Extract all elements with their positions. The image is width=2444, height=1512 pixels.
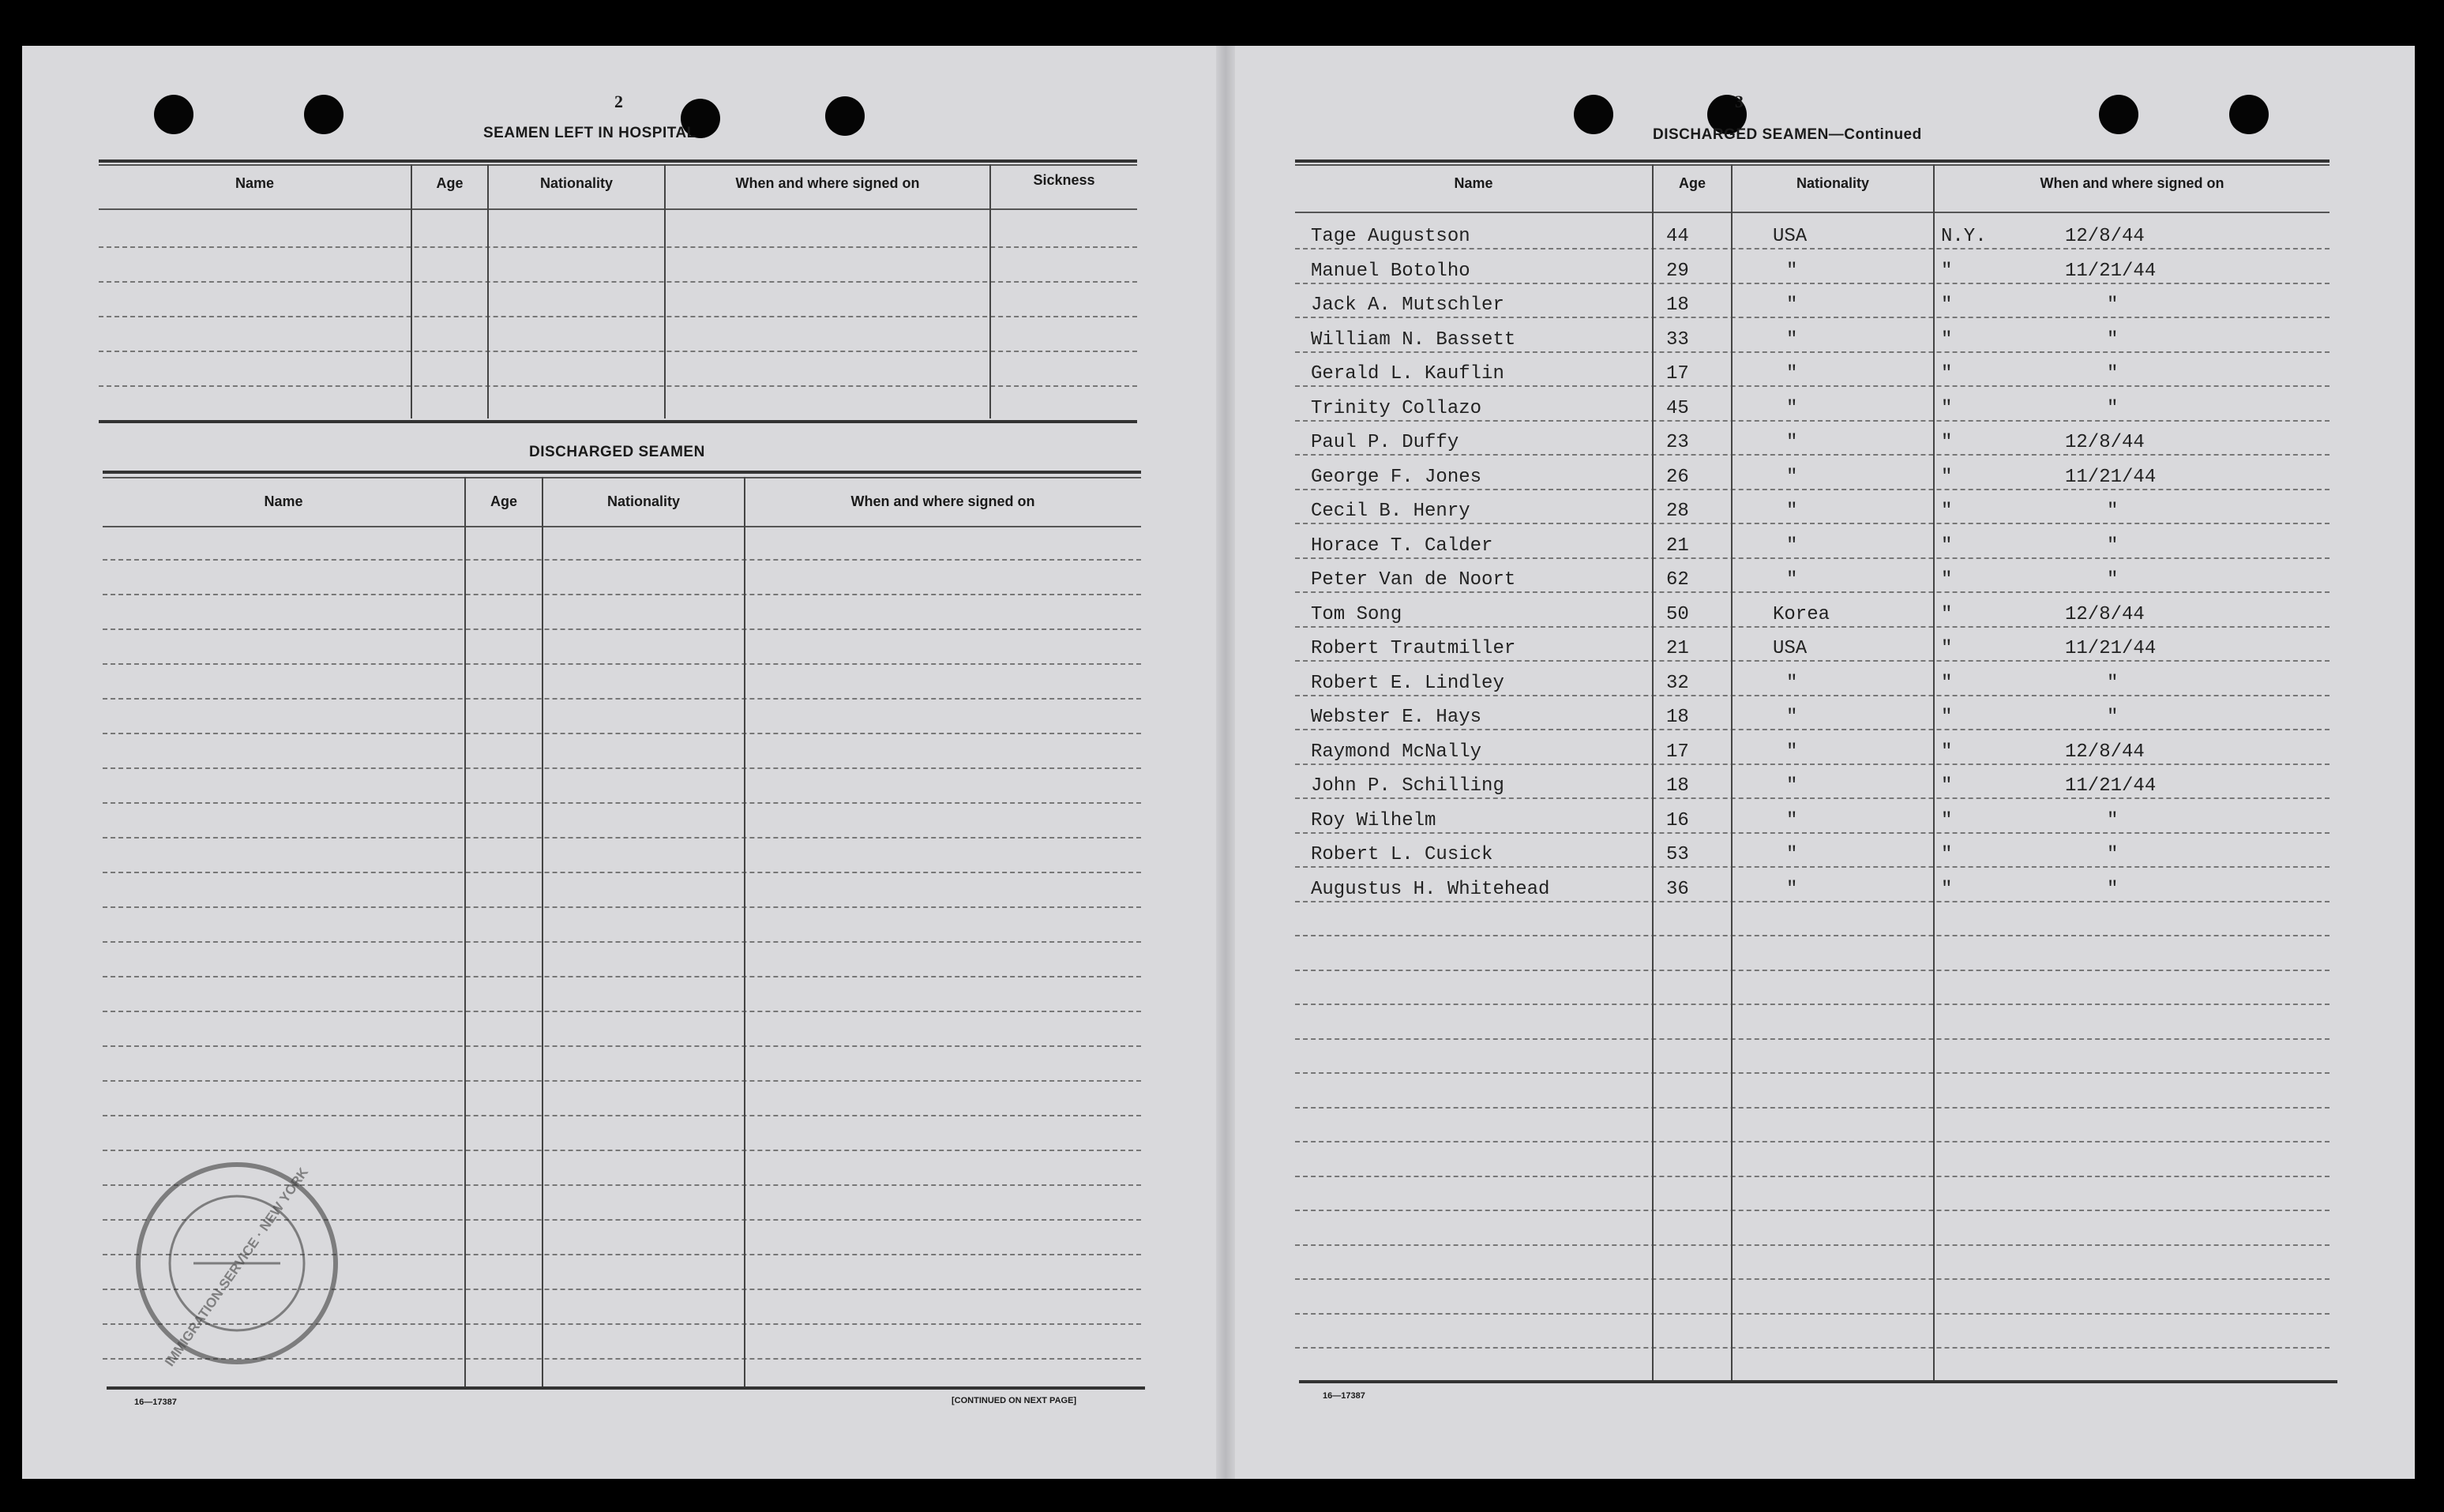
right-col-divider (1652, 164, 1654, 1380)
seaman-age: 21 (1666, 638, 1689, 659)
ruled-line (1295, 385, 2329, 387)
punch-hole (304, 95, 344, 134)
ruled-line (103, 594, 1141, 595)
seaman-name: Roy Wilhelm (1311, 809, 1436, 831)
ruled-line (99, 246, 1137, 248)
ruled-line (103, 872, 1141, 873)
ruled-line (1295, 626, 2329, 628)
seaman-age: 18 (1666, 775, 1689, 797)
ruled-line (1295, 797, 2329, 799)
ruled-line (99, 316, 1137, 317)
seaman-age: 32 (1666, 672, 1689, 694)
seaman-age: 23 (1666, 432, 1689, 453)
hospital-header-age: Age (436, 175, 464, 191)
signed-on-date: " (2107, 295, 2119, 316)
hospital-bottom-rule (99, 420, 1137, 423)
hospital-header-sickness: Sickness (1033, 172, 1095, 188)
seaman-name: Robert E. Lindley (1311, 672, 1504, 694)
page-number-left: 2 (614, 92, 623, 111)
signed-on-date: 12/8/44 (2065, 741, 2145, 763)
ruled-line (1295, 1244, 2329, 1246)
form-number-left: 16—17387 (134, 1398, 177, 1407)
discharged-header-signed-on: When and where signed on (850, 493, 1035, 509)
right-col-divider (1933, 164, 1935, 1380)
discharged-header-rule (103, 526, 1141, 527)
hospital-top-rule (99, 159, 1137, 163)
ruled-line (1295, 1278, 2329, 1280)
signed-on-place: " (1941, 672, 1953, 694)
seaman-nationality: " (1786, 878, 1798, 900)
ruled-line (103, 733, 1141, 734)
signed-on-date: " (2107, 328, 2119, 351)
seaman-nationality: " (1786, 501, 1798, 522)
ruled-line (103, 906, 1141, 908)
seaman-age: 36 (1666, 878, 1689, 900)
ruled-line (103, 802, 1141, 804)
signed-on-place: " (1941, 432, 1953, 453)
signed-on-place: " (1941, 295, 1953, 316)
seaman-nationality: " (1786, 260, 1798, 282)
seaman-age: 50 (1666, 603, 1689, 625)
ruled-line (103, 1011, 1141, 1012)
signed-on-date: 12/8/44 (2065, 432, 2145, 453)
hospital-col-divider (664, 164, 666, 418)
seaman-name: Tom Song (1311, 603, 1402, 625)
ruled-line (103, 559, 1141, 561)
discharged-header-age: Age (490, 493, 517, 509)
seaman-age: 53 (1666, 844, 1689, 865)
ruled-line (103, 976, 1141, 977)
discharged-section-title: DISCHARGED SEAMEN (529, 444, 705, 460)
signed-on-date: " (2107, 363, 2119, 385)
discharged-bottom-rule (107, 1386, 1145, 1390)
ruled-line (1295, 866, 2329, 868)
seaman-age: 16 (1666, 809, 1689, 831)
punch-hole (2229, 95, 2269, 134)
discharged-top-rule (103, 477, 1141, 478)
signed-on-date: 11/21/44 (2065, 638, 2157, 659)
ruled-line (1295, 1210, 2329, 1211)
signed-on-place: " (1941, 260, 1953, 282)
hospital-header-rule (99, 208, 1137, 210)
ruled-line (1295, 489, 2329, 490)
seaman-name: Jack A. Mutschler (1311, 295, 1504, 316)
ruled-line (1295, 729, 2329, 730)
signed-on-place: " (1941, 363, 1953, 385)
signed-on-date: " (2107, 535, 2119, 557)
seaman-name: Augustus H. Whitehead (1311, 878, 1550, 900)
right-header-age: Age (1678, 175, 1706, 191)
right-section-title: DISCHARGED SEAMEN—Continued (1653, 126, 1922, 143)
discharged-col-divider (744, 477, 745, 1386)
signed-on-date: " (2107, 878, 2119, 900)
seaman-nationality: " (1786, 432, 1798, 453)
discharged-top-rule (103, 471, 1141, 474)
ruled-line (99, 351, 1137, 352)
ruled-line (1295, 1347, 2329, 1349)
discharged-header-name: Name (264, 493, 303, 509)
signed-on-place: " (1941, 328, 1953, 351)
ruled-line (1295, 1038, 2329, 1040)
ruled-line (103, 767, 1141, 769)
seaman-age: 26 (1666, 466, 1689, 488)
continued-note: [CONTINUED ON NEXT PAGE] (952, 1396, 1077, 1405)
signed-on-date: 11/21/44 (2065, 466, 2157, 488)
ruled-line (1295, 283, 2329, 284)
ruled-line (103, 1045, 1141, 1047)
signed-on-date: 12/8/44 (2065, 603, 2145, 625)
signed-on-place: " (1941, 775, 1953, 797)
seaman-age: 18 (1666, 295, 1689, 316)
seaman-name: Webster E. Hays (1311, 707, 1482, 728)
ruled-line (1295, 660, 2329, 662)
seaman-nationality: " (1786, 844, 1798, 865)
seaman-nationality: " (1786, 809, 1798, 831)
right-top-rule (1295, 159, 2329, 163)
ruled-line (1295, 557, 2329, 559)
ruled-line (1295, 1176, 2329, 1177)
signed-on-date: " (2107, 672, 2119, 694)
seaman-nationality: Korea (1773, 603, 1830, 625)
signed-on-date: " (2107, 501, 2119, 522)
hospital-col-divider (411, 164, 412, 418)
ruled-line (1295, 317, 2329, 318)
seaman-name: Tage Augustson (1311, 226, 1470, 247)
ruled-line (1295, 764, 2329, 765)
seaman-nationality: " (1786, 466, 1798, 488)
ruled-line (1295, 591, 2329, 593)
ruled-line (103, 941, 1141, 943)
seaman-name: Manuel Botolho (1311, 260, 1470, 282)
seaman-age: 29 (1666, 260, 1689, 282)
ruled-line (99, 385, 1137, 387)
discharged-header-nationality: Nationality (606, 493, 680, 509)
seaman-nationality: " (1786, 328, 1798, 351)
seaman-nationality: USA (1773, 638, 1808, 659)
ruled-line (1295, 832, 2329, 834)
signed-on-place: " (1941, 397, 1953, 419)
signed-on-place: " (1941, 844, 1953, 865)
right-col-divider (1731, 164, 1733, 1380)
discharged-col-divider (542, 477, 543, 1386)
seaman-nationality: " (1786, 397, 1798, 419)
seaman-name: Peter Van de Noort (1311, 569, 1516, 591)
hospital-section-title: SEAMEN LEFT IN HOSPITAL (483, 125, 696, 141)
signed-on-place: " (1941, 638, 1953, 659)
seaman-nationality: " (1786, 741, 1798, 763)
signed-on-date: " (2107, 397, 2119, 419)
hospital-header-signed-on: When and where signed on (735, 175, 920, 191)
right-header-nationality: Nationality (1796, 175, 1869, 191)
discharged-col-divider (464, 477, 466, 1386)
seaman-name: John P. Schilling (1311, 775, 1504, 797)
ruled-line (103, 837, 1141, 839)
ruled-line (103, 1080, 1141, 1082)
seaman-age: 62 (1666, 569, 1689, 591)
seaman-age: 33 (1666, 328, 1689, 351)
ruled-line (1295, 935, 2329, 936)
ruled-line (103, 698, 1141, 700)
punch-hole (1574, 95, 1613, 134)
seaman-nationality: " (1786, 707, 1798, 728)
signed-on-date: 12/8/44 (2065, 226, 2145, 247)
hospital-col-divider (989, 164, 991, 418)
seaman-nationality: " (1786, 363, 1798, 385)
right-header-rule (1295, 212, 2329, 213)
signed-on-place: " (1941, 741, 1953, 763)
signed-on-date: " (2107, 569, 2119, 591)
right-bottom-rule (1299, 1380, 2337, 1383)
right-header-name: Name (1454, 175, 1493, 191)
ruled-line (1295, 1107, 2329, 1109)
ruled-line (1295, 454, 2329, 456)
signed-on-place: " (1941, 878, 1953, 900)
seaman-age: 21 (1666, 535, 1689, 557)
punch-hole (825, 96, 865, 136)
ruled-line (99, 281, 1137, 283)
seaman-nationality: " (1786, 775, 1798, 797)
ruled-line (1295, 420, 2329, 422)
punch-hole (2099, 95, 2138, 134)
seaman-nationality: " (1786, 535, 1798, 557)
signed-on-place: " (1941, 466, 1953, 488)
seaman-name: Trinity Collazo (1311, 397, 1482, 419)
signed-on-date: " (2107, 844, 2119, 865)
ruled-line (1295, 523, 2329, 524)
punch-hole (154, 95, 193, 134)
stamp-text: IMMIGRATION SERVICE · NEW YORK (162, 1165, 312, 1369)
signed-on-date: " (2107, 809, 2119, 831)
ruled-line (103, 628, 1141, 630)
ruled-line (103, 1115, 1141, 1116)
seaman-nationality: USA (1773, 226, 1808, 247)
seaman-age: 45 (1666, 397, 1689, 419)
seaman-age: 17 (1666, 741, 1689, 763)
ruled-line (1295, 695, 2329, 696)
signed-on-date: 11/21/44 (2065, 260, 2157, 282)
ruled-line (103, 663, 1141, 665)
ruled-line (1295, 901, 2329, 902)
signed-on-date: 11/21/44 (2065, 775, 2157, 797)
seaman-name: Horace T. Calder (1311, 535, 1493, 557)
seaman-name: Paul P. Duffy (1311, 432, 1459, 453)
signed-on-place: " (1941, 501, 1953, 522)
seaman-nationality: " (1786, 672, 1798, 694)
seaman-age: 44 (1666, 226, 1689, 247)
signed-on-place: " (1941, 535, 1953, 557)
page-gutter (1216, 46, 1235, 1479)
seaman-name: Raymond McNally (1311, 741, 1482, 763)
seaman-name: George F. Jones (1311, 466, 1482, 488)
signed-on-place: " (1941, 603, 1953, 625)
form-number-right: 16—17387 (1323, 1391, 1365, 1401)
seaman-nationality: " (1786, 569, 1798, 591)
hospital-header-name: Name (235, 175, 275, 191)
ruled-line (1295, 1141, 2329, 1142)
seaman-name: Robert L. Cusick (1311, 844, 1493, 865)
signed-on-date: " (2107, 707, 2119, 728)
seaman-age: 18 (1666, 707, 1689, 728)
hospital-header-nationality: Nationality (539, 175, 613, 191)
seaman-age: 28 (1666, 501, 1689, 522)
right-top-rule (1295, 164, 2329, 166)
hospital-col-divider (487, 164, 489, 418)
ruled-line (1295, 1004, 2329, 1005)
page-number-right: 3 (1735, 92, 1744, 111)
seaman-nationality: " (1786, 295, 1798, 316)
signed-on-place: " (1941, 707, 1953, 728)
right-header-signed-on: When and where signed on (2040, 175, 2224, 191)
hospital-top-rule (99, 164, 1137, 166)
ruled-line (1295, 351, 2329, 353)
seaman-name: Robert Trautmiller (1311, 638, 1516, 659)
ruled-line (1295, 970, 2329, 971)
signed-on-place: " (1941, 809, 1953, 831)
seaman-name: Cecil B. Henry (1311, 501, 1470, 522)
seaman-name: William N. Bassett (1311, 328, 1516, 351)
seaman-age: 17 (1666, 363, 1689, 385)
ruled-line (1295, 1313, 2329, 1315)
signed-on-place: " (1941, 569, 1953, 591)
ruled-line (1295, 248, 2329, 249)
seaman-name: Gerald L. Kauflin (1311, 363, 1504, 385)
ruled-line (1295, 1072, 2329, 1074)
signed-on-place: N.Y. (1941, 226, 1987, 247)
